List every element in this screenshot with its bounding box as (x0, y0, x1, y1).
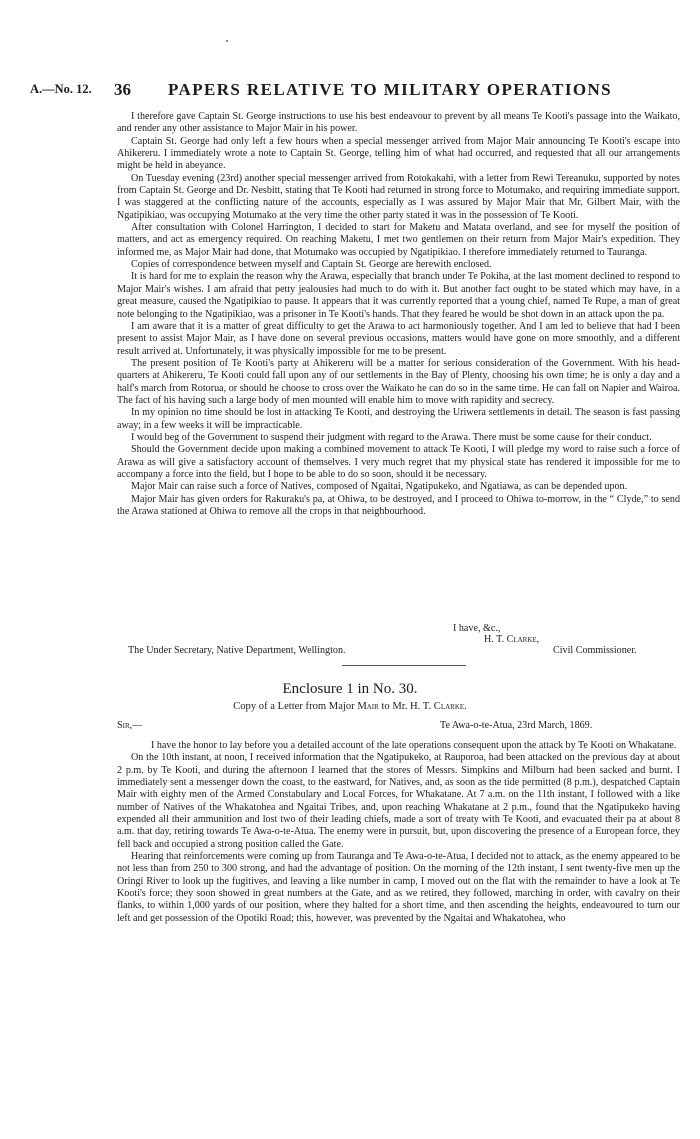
subtitle-prefix: Copy of a Letter from Major (233, 701, 355, 712)
addressee: The Under Secretary, Native Department, Wellington. (128, 645, 346, 656)
paragraph: On Tuesday evening (23rd) another special messenger arrived from Rotokakahi, with a letter from Rewi Tereanuku, supported by notes from Captain St. George and Dr. Nesbitt, stating that Te Kooti had returned in strong force to Motumako, and requiring immediate support. I was staggered at the conflicting nature of the accounts, especially as I was assured by Major Mair that Mr. Gilbert Mair, with the Ngatipikiao, was occupying Motumako at the very time the other party stated it was in the possession of Te Kooti. (117, 172, 680, 221)
closing-line: I have, &c., (453, 623, 501, 634)
paragraph: The present position of Te Kooti's party at Ahikereru will be a matter for serious consideration of the Government. With his head-quarters at Ahikereru, Te Kooti could fall upon any of our settlements in the Bay of Plenty, choosing his own time; he is only a day and a half's march from Rotorua, or should he choose to cross over the Waikato he can do so in the same time. He can fall on Napier and Wairoa. The fact of his having such a large body of men mounted will enable him to move with rapidity and secrecy. (117, 357, 680, 406)
subtitle-from: Mair (357, 701, 379, 712)
subtitle-mid: to Mr. H. T. (381, 701, 432, 712)
speck-mark (226, 40, 228, 42)
paragraph: After consultation with Colonel Harrington, I decided to start for Maketu and Matata overland, and see for myself the position of matters, and act as emergency required. On reaching Maketu, I met two gentlemen on their return from Major Mair's expedition. They informed me, as Major Mair had done, that Motumako was occupied by Ngatipikiao. I therefore immediately returned to Tauranga. (117, 222, 680, 258)
paragraph: Major Mair has given orders for Rakuraku's pa, at Ohiwa, to be destroyed, and I proceed to Ohiwa to-morrow, in the “ Clyde,” to send the Arawa stationed at Ohiwa to remove all the crops in that neighbourhood. (117, 493, 680, 517)
paragraph: Should the Government decide upon making a combined movement to attack Te Kooti, I will pledge my word to raise such a force of Arawa as will give a satisfactory account of themselves. I very much regret that my physical state has rendered it impossible for me to accompany a force into the field, but I hope to be able to do so soon, should it be necessary. (117, 444, 680, 480)
signatory-title: Civil Commissioner. (553, 645, 637, 656)
paragraph: I would beg of the Government to suspend their judgment with regard to the Arawa. There must be some cause for their conduct. (131, 431, 652, 443)
letter-body (117, 111, 680, 518)
page-header (30, 82, 680, 102)
paragraph: Captain St. George had only left a few hours when a special messenger arrived from Major Mair announcing Te Kooti's escape into Ahikereru. I immediately wrote a note to Captain St. George, telling him of what had occurred, and requested that all our arrangements might be held in abeyance. (117, 135, 680, 172)
salutation: Sir,— (117, 720, 143, 731)
section-divider (342, 665, 466, 666)
paragraph: It is hard for me to explain the reason why the Arawa, especially that branch under Te Pokiha, at the last moment declined to respond to Major Mair's wishes. I am afraid that petty jealousies had much to do with it. But another fact ought to be stated which may have, in a great measure, caused the Ngatipikiao to pause. It appears that it was currently reported that a young chief, named Te Rupe, a man of great note belonging to the Ngatipikiao, was a prisoner in Te Kooti's hands. That they feared he would be shot down in an attack upon the pa. (117, 271, 680, 320)
enclosure-heading: Enclosure 1 in No. 30. (282, 681, 418, 697)
place-date: Te Awa-o-te-Atua, 23rd March, 1869. (440, 720, 593, 731)
enclosure-body (117, 740, 680, 925)
paragraph: Major Mair can raise such a force of Natives, composed of Ngaitai, Ngatipukeko, and Ngatiawa, as can be depended upon. (131, 481, 628, 493)
signatory-name: H. T. Clarke, (484, 634, 540, 645)
paragraph: Copies of correspondence between myself and Captain St. George are herewith enclosed. (131, 259, 492, 271)
paragraph: I have the honor to lay before you a detailed account of the late operations consequent upon the attack by Te Kooti on Whakatane. (151, 740, 677, 751)
running-title: PAPERS RELATIVE TO MILITARY OPERATIONS (168, 80, 612, 99)
document-reference: A.—No. 12. (30, 82, 92, 96)
subtitle-to: Clarke. (433, 701, 467, 712)
page-number: 36 (114, 80, 131, 99)
paragraph: Hearing that reinforcements were coming up from Tauranga and Te Awa-o-te-Atua, I decided not to attack, as the enemy appeared to be not less than from 250 to 300 strong, and had the advantage of position. On the morning of the 12th instant, I sent twenty-five men up the Oringi River to look up the fugitives, and leaving a like number in camp, I moved out on the flat with the remainder to have a look at Te Kooti's force; they soon showed in great numbers at the Gate, and as we retired, they followed, marching in order, with cavalry on their flanks, to within 1,000 yards of our position, where they halted for a short time, and then ascending the heights, endeavoured to turn our left and get possession of the Opotiki Road; this, however, was prevented by the Ngaitai and Whakatohea, who (117, 851, 680, 924)
paragraph: On the 10th instant, at noon, I received information that the Ngatipukeko, at Rauporoa, had been attacked on the previous day at about 2 p.m. by Te Kooti, and during the afternoon I learned that the stores of Messrs. Simpkins and Milburn had been sacked and burnt. I immediately sent a messenger down the coast, to the eastward, for Natives, and, as soon as the tide permitted (8 p.m.), despatched Captain Mair with eighty men of the Armed Constabulary and Local Forces, for Whakatane. At 7 a.m. on the 11th instant, I followed with a like number of Natives of the Whakatohea and Ngaitai Tribes, and, upon reaching Whakatane at 2 p.m., found that the Ngatipukeko having expended all their ammunition and lost two of their leading chiefs, made a sort of treaty with Te Kooti, and evacuated their pa at about 8 a.m. that day, retiring towards Te Awa-o-te-Atua. The enemy were in pursuit, but, upon discovering the presence of a European force, they fell back and occupied a strong position called the Gate. (117, 752, 680, 850)
paragraph: In my opinion no time should be lost in attacking Te Kooti, and destroying the Uriwera settlements in detail. The season is fast passing away; in a few weeks it will be impracticable. (117, 407, 680, 431)
paragraph: I am aware that it is a matter of great difficulty to get the Arawa to act harmoniously together. And I am led to believe that had I been present to assist Major Mair, as I have done on several previous occasions, matters would have gone on more smoothly, and a different result arrived at. Unfortunately, it was physically impossible for me to be present. (117, 320, 680, 357)
paragraph: I therefore gave Captain St. George instructions to use his best endeavour to prevent by all means Te Kooti's passage into the Waikato, and render any other assistance to Major Mair in his power. (117, 111, 680, 135)
enclosure-subtitle (0, 701, 700, 712)
